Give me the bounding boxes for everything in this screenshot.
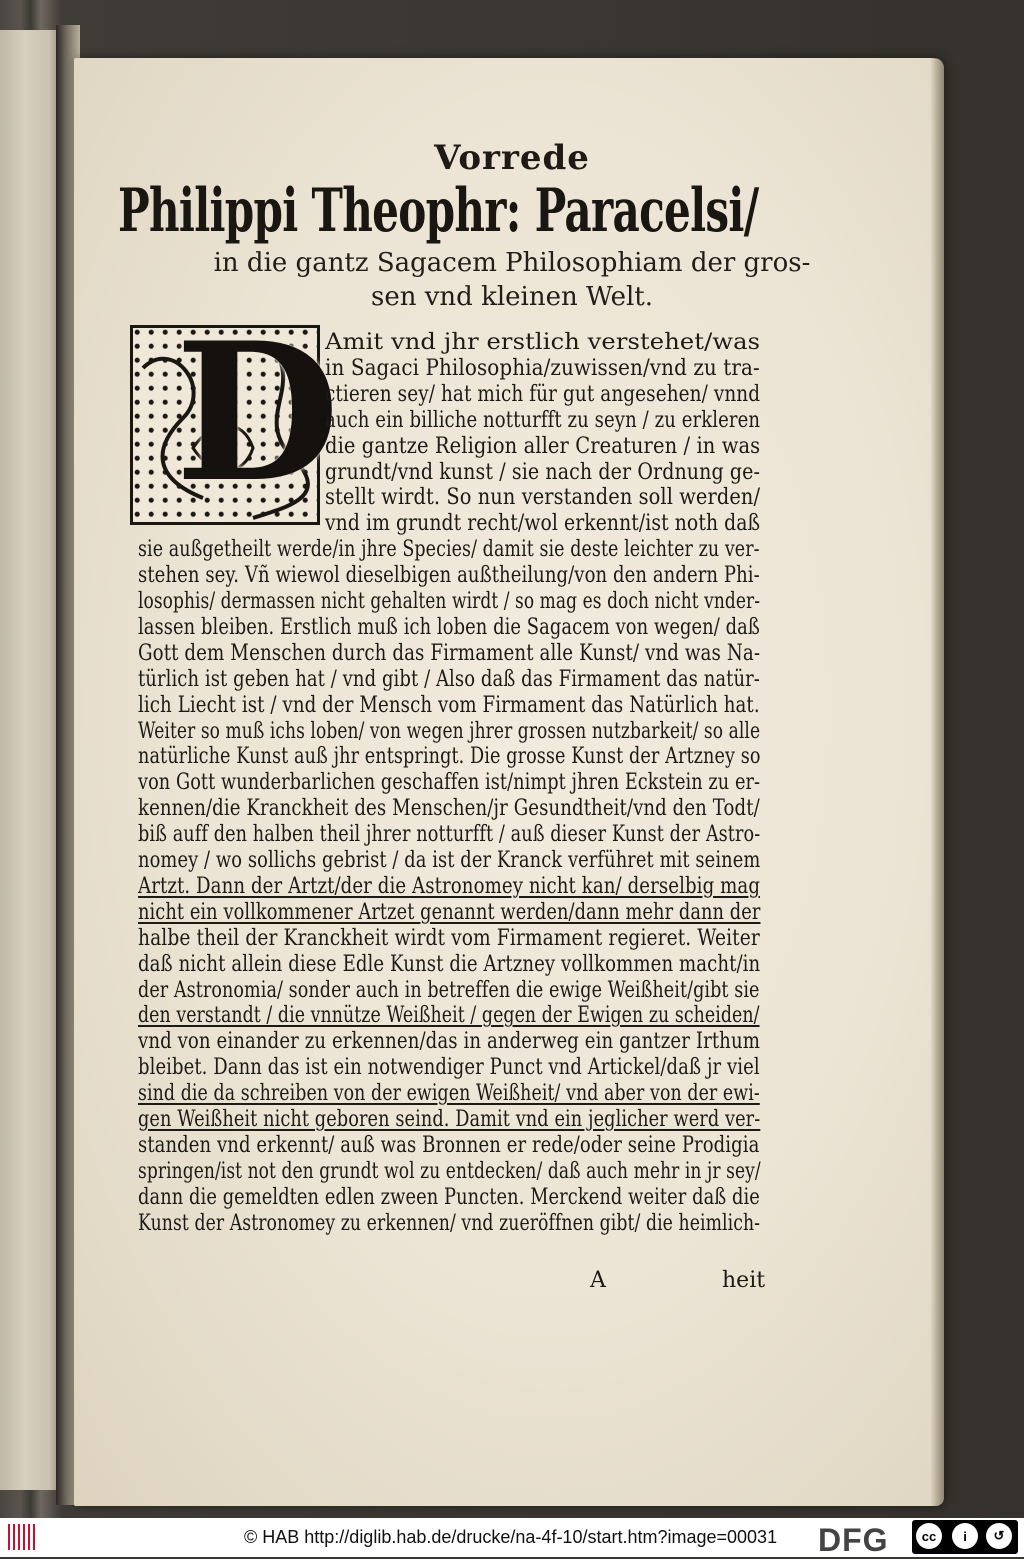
previous-page-edge [0,30,62,1490]
text-line: sind die da schreiben von der ewigen Weißheit/ vnd aber von der ewi- [138,1081,760,1107]
text-line: Artzt. Dann der Artzt/der die Astronomey nicht kan/ derselbig mag [138,873,761,899]
text-line: daß nicht allein diese Edle Kunst die Artzney vollkommen macht/in [138,951,761,977]
text-line: ctieren sey/ hat mich für gut angesehen/ vnnd [325,381,761,407]
text-line: bleibet. Dann das ist ein notwendiger Punct vnd Artickel/daß jr viel [138,1055,760,1081]
text-line: von Gott wunderbarlichen geschaffen ist/nimpt jhren Eckstein zu er- [138,770,761,796]
text-line: stellt wirdt. So nun verstanden soll werden/ [325,485,761,511]
text-line: grundt/vnd kunst / sie nach der Ordnung ge- [325,459,761,485]
page-edge-shadow [930,58,944,1506]
sa-icon: ↺ [986,1523,1012,1549]
dfg-logo: DFG [818,1522,889,1558]
text-line: Gott dem Menschen durch das Firmament alle Kunst/ vnd was Na- [138,640,761,666]
text-line: vnd im grundt recht/wol erkennt/ist noth daß [325,511,761,537]
heading-subtitle-2: sen vnd kleinen Welt. [370,282,653,312]
text-line: kennen/die Kranckheit des Menschen/jr Gesundtheit/vnd den Todt/ [138,796,760,822]
text-line: in Sagaci Philosophia/zuwissen/vnd zu tra- [325,355,760,381]
text-line: den verstandt / die vnnütze Weißheit / gegen der Ewigen zu scheiden/ [138,1003,760,1029]
by-icon: i [952,1523,978,1549]
cc-license-badge[interactable] [912,1520,1018,1554]
ornamental-initial [130,301,340,525]
heading-subtitle-1: in die gantz Sagacem Philosophiam der gros- [213,248,811,278]
text-line: standen vnd erkennt/ auß was Bronnen er rede/oder seine Prodigia [138,1132,760,1158]
text-line: halbe theil der Kranckheit wirdt vom Firmament regieret. Weiter [138,925,760,951]
hab-barcode-icon [8,1524,38,1550]
drop-cap-letter: D [175,301,340,524]
credit-link[interactable]: © HAB http://diglib.hab.de/drucke/na-4f-10/start.htm?image=00031 [244,1527,778,1547]
text-line: vnd von einander zu erkennen/das in anderweg ein gantzer Irthum [138,1029,760,1055]
text-line: nicht ein vollkommener Artzet genannt werden/dann mehr dann der [138,899,761,925]
heading-vorrede: Vorrede [434,138,590,178]
text-line: springen/ist not den grundt wol zu entdecken/ daß auch mehr in jr sey/ [138,1158,761,1184]
text-line: die gantze Religion aller Creaturen / in was [325,433,761,459]
text-line: Kunst der Astronomey zu erkennen/ vnd zueröffnen gibt/ die heimlich- [138,1210,761,1236]
text-line: der Astronomia/ sonder auch in betreffen die ewige Weißheit/gibt sie [138,977,760,1003]
text-line: dann die gemeldten edlen zween Puncten. Merckend weiter daß die [138,1184,760,1210]
text-line: türlich ist geben hat / vnd gibt / Also daß das Firmament das natür- [138,666,760,692]
text-line: Weiter so muß ichs loben/ von wegen jhrer grossen nutzbarkeit/ so alle [138,718,761,744]
signature-mark: A [590,1268,606,1293]
text-line: stehen sey. Vñ wiewol dieselbigen außtheilung/von den andern Phi- [138,563,760,589]
cc-icon: cc [916,1523,942,1549]
text-line: biß auff den halben theil jhrer notturfft / auß dieser Kunst der Astro- [138,822,761,848]
text-line: auch ein billiche notturfft zu seyn / zu erkleren [325,407,761,433]
text-line: Amit vnd jhr erstlich verstehet/was [325,330,761,355]
text-line: sie außgetheilt werde/in jhre Species/ damit sie deste leichter zu ver- [138,537,760,563]
text-line: gen Weißheit nicht geboren seind. Damit vnd ein jeglicher werd ver- [138,1107,761,1132]
text-line: lich Liecht ist / vnd der Mensch vom Firmament das Natürlich hat. [138,692,760,718]
heading-title: Philippi Theophr: Paracelsi/ [118,176,759,246]
text-line: lassen bleiben. Erstlich muß ich loben die Sagacem von wegen/ daß [138,614,760,640]
text-line: natürliche Kunst auß jhr entspringt. Die grosse Kunst der Artzney so [138,744,761,770]
text-line: nomey / wo sollichs gebrist / da ist der Kranck verführet mit seinem [138,848,761,873]
text-line: losophis/ dermassen nicht gehalten wirdt / so mag es doch nicht vnder- [138,589,761,614]
catchword: heit [722,1268,766,1293]
